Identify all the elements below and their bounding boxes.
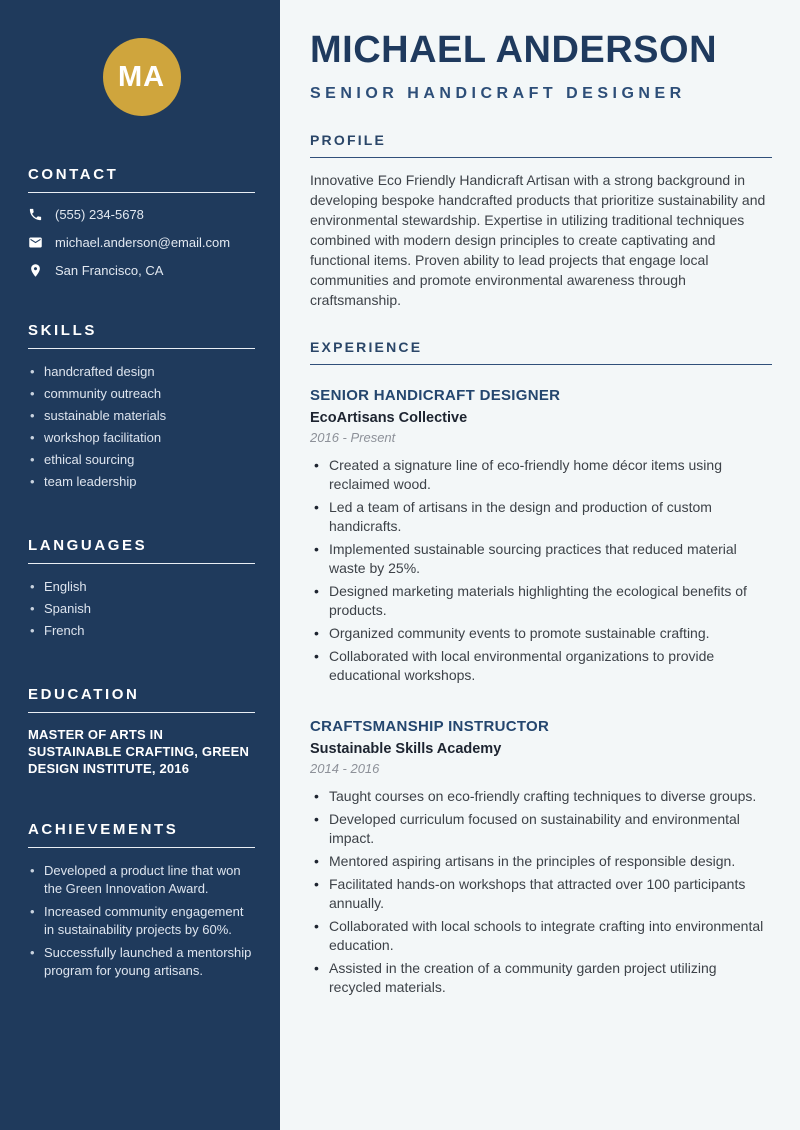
avatar-initials: MA — [117, 60, 166, 93]
skill-item: • workshop facilitation — [28, 427, 255, 449]
languages-heading: LANGUAGES — [28, 537, 255, 564]
sidebar-section-achievements — [28, 821, 255, 980]
contact-row-email — [28, 235, 255, 250]
skills-heading: SKILLS — [28, 322, 255, 349]
job-bullet: • Developed curriculum focused on sustainability and environmental impact. — [310, 810, 772, 848]
job-dates: 2014 - 2016 — [310, 760, 380, 776]
job-company: EcoArtisans Collective — [310, 409, 468, 426]
skills-list — [28, 361, 255, 493]
job-bullet: • Facilitated hands-on workshops that attracted over 100 participants annually. — [310, 875, 772, 913]
education-heading: EDUCATION — [28, 686, 255, 713]
avatar — [103, 38, 181, 116]
job-bullet: • Taught courses on eco-friendly crafting techniques to diverse groups. — [310, 787, 772, 806]
sidebar-section-skills — [28, 322, 255, 493]
skill-item: • sustainable materials — [28, 405, 255, 427]
job-bullet: • Created a signature line of eco-friendly home décor items using reclaimed wood. — [310, 456, 772, 494]
job-bullet: • Led a team of artisans in the design and production of custom handicrafts. — [310, 498, 772, 536]
profile-text: Innovative Eco Friendly Handicraft Artisan with a strong background in developing bespoke handcrafted products that prioritize sustainability and environmental stewardship. Expertise in utilizing traditional techniques combined with modern design principles to create captivating and functional items. Proven ability to lead projects that engage local communities and promote environmental awareness through craftsmanship. — [310, 171, 766, 308]
job-dates: 2016 - Present — [310, 429, 396, 445]
education-degree: MASTER OF ARTS IN SUSTAINABLE CRAFTING, GREEN DESIGN INSTITUTE, 2016 — [28, 727, 250, 776]
job-title: SENIOR HANDICRAFT DESIGNER — [310, 386, 561, 404]
language-item: • French — [28, 620, 255, 642]
sidebar-section-contact — [28, 166, 255, 278]
candidate-title: SENIOR HANDICRAFT DESIGNER — [310, 84, 686, 102]
sidebar — [0, 0, 280, 1130]
job-bullets — [310, 456, 772, 685]
contact-row-phone — [28, 207, 255, 222]
job-company: Sustainable Skills Academy — [310, 740, 502, 757]
languages-list — [28, 576, 255, 642]
job-bullet: • Mentored aspiring artisans in the principles of responsible design. — [310, 852, 772, 871]
email-address: michael.anderson@email.com — [55, 235, 231, 250]
email-icon — [28, 235, 43, 250]
skill-item: • handcrafted design — [28, 361, 255, 383]
job-bullet: • Implemented sustainable sourcing practices that reduced material waste by 25%. — [310, 540, 772, 578]
job-entry-0 — [310, 387, 772, 685]
job-bullet: • Organized community events to promote sustainable crafting. — [310, 624, 772, 643]
skill-item: • community outreach — [28, 383, 255, 405]
experience-heading: EXPERIENCE — [310, 339, 772, 365]
main-content — [280, 0, 800, 1130]
achievements-heading: ACHIEVEMENTS — [28, 821, 255, 848]
job-bullets — [310, 787, 772, 997]
phone-number: (555) 234-5678 — [55, 207, 144, 222]
achievement-item: • Increased community engagement in sustainability projects by 60%. — [28, 903, 255, 939]
skill-item: • team leadership — [28, 471, 255, 493]
experience-section — [310, 339, 772, 997]
contact-row-location — [28, 263, 255, 278]
phone-icon — [28, 207, 43, 222]
job-bullet: • Assisted in the creation of a community garden project utilizing recycled materials. — [310, 959, 772, 997]
profile-section — [310, 132, 772, 310]
language-item: • English — [28, 576, 255, 598]
job-bullet: • Collaborated with local environmental organizations to provide educational workshops. — [310, 647, 772, 685]
contact-list — [28, 207, 255, 278]
profile-heading: PROFILE — [310, 132, 772, 158]
achievements-list — [28, 862, 255, 980]
skill-item: • ethical sourcing — [28, 449, 255, 471]
sidebar-section-education — [28, 686, 255, 777]
location-text: San Francisco, CA — [55, 263, 164, 278]
language-item: • Spanish — [28, 598, 255, 620]
contact-heading: CONTACT — [28, 166, 255, 193]
achievement-item: • Successfully launched a mentorship program for young artisans. — [28, 944, 255, 980]
job-bullet: • Designed marketing materials highlighting the ecological benefits of products. — [310, 582, 772, 620]
candidate-name: MICHAEL ANDERSON — [310, 29, 718, 71]
job-bullet: • Collaborated with local schools to integrate crafting into environmental education. — [310, 917, 772, 955]
location-icon — [28, 263, 43, 278]
achievement-item: • Developed a product line that won the Green Innovation Award. — [28, 862, 255, 898]
sidebar-section-languages — [28, 537, 255, 642]
job-title: CRAFTSMANSHIP INSTRUCTOR — [310, 717, 550, 735]
job-entry-1 — [310, 718, 772, 997]
